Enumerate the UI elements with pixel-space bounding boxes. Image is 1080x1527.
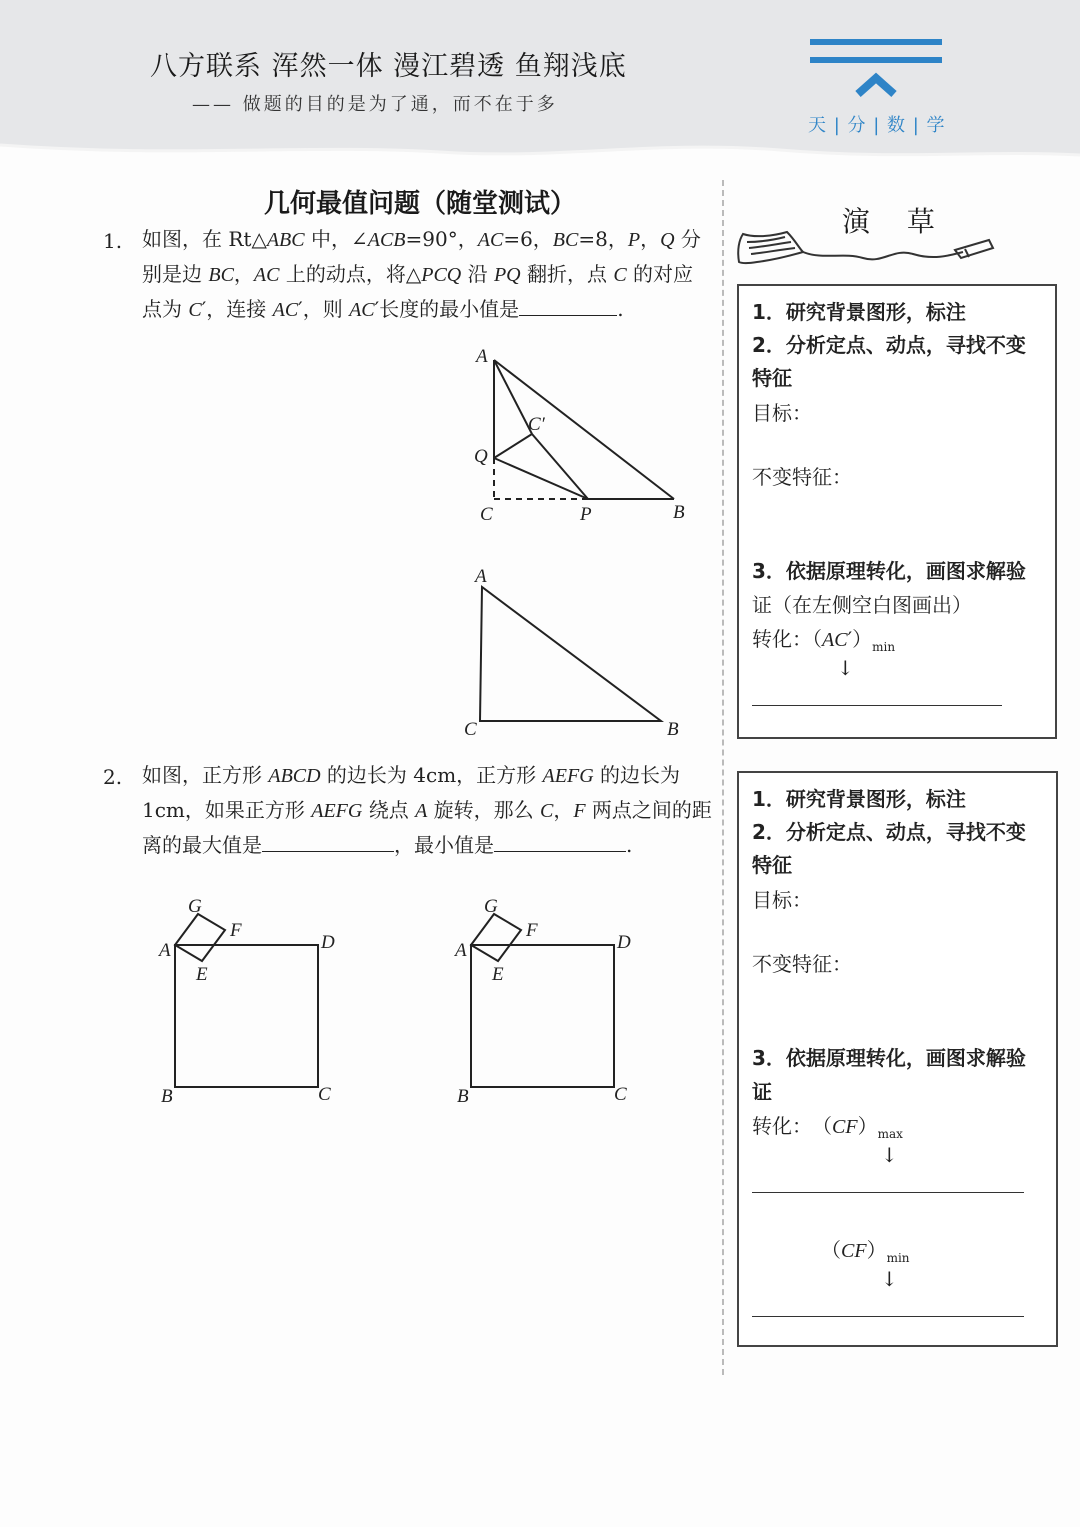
segment-AC-prime: [494, 360, 532, 434]
segment-QP: [494, 458, 588, 499]
scroll-pen-decoration-icon: [733, 222, 998, 270]
label-C: C: [614, 1084, 627, 1105]
label-A: A: [475, 566, 487, 587]
label-F: F: [526, 920, 538, 941]
question-2-figure-1: [150, 890, 350, 1112]
header-slogan: 八方联系 浑然一体 漫江碧透 鱼翔浅底: [150, 51, 627, 82]
question-2-figure-2: [446, 890, 646, 1112]
box2-goal-label: 目标：: [752, 888, 812, 912]
box2-answer-line-min: [752, 1316, 1024, 1317]
label-B: B: [457, 1086, 469, 1107]
down-arrow-icon: ↓: [881, 1267, 898, 1291]
label-E: E: [492, 964, 504, 985]
box1-transform: 转化：$(AC')_{min}$: [752, 627, 896, 654]
logo-text: 天 | 分 | 数 | 学: [808, 115, 946, 136]
label-D: D: [321, 932, 335, 953]
box1-step2b: 特征: [752, 366, 792, 390]
box2-transform-max: 转化： $(CF)_{max}$: [752, 1114, 903, 1141]
segment-QC-prime: [494, 434, 532, 458]
label-D: D: [617, 932, 631, 953]
box2-step1: 1．研究背景图形，标注: [752, 787, 966, 811]
box2-invariant-label: 不变特征：: [752, 952, 852, 976]
label-Q: Q: [474, 446, 488, 467]
box1-transform-label: 转化：: [752, 627, 812, 651]
box2-answer-line-max: [752, 1192, 1024, 1193]
box1-step2a: 2．分析定点、动点，寻找不变: [752, 333, 1026, 357]
label-B: B: [161, 1086, 173, 1107]
down-arrow-icon: ↓: [881, 1143, 898, 1167]
label-A: A: [455, 940, 467, 961]
page-title: 几何最值问题（随堂测试）: [263, 189, 576, 219]
box1-answer-line: [752, 705, 1002, 706]
question-1-figure-1: [460, 340, 700, 530]
column-divider: [722, 180, 724, 1375]
box2-step3a: 3．依据原理转化，画图求解验: [752, 1046, 1026, 1070]
box1-invariant-label: 不变特征：: [752, 465, 852, 489]
label-B: B: [673, 502, 685, 523]
question-2-number: 2.: [103, 765, 123, 789]
label-P: P: [580, 504, 592, 525]
logo-mark-icon: [808, 36, 944, 104]
triangle-ABC: [480, 587, 661, 721]
label-A: A: [476, 346, 488, 367]
label-C-prime: C′: [528, 414, 545, 435]
box1-step1: 1．研究背景图形，标注: [752, 300, 966, 324]
box1-goal-label: 目标：: [752, 401, 812, 425]
question-1-text: 如图，在 Rt△ABC 中，∠ACB=90°，AC=6，BC=8，P，Q 分别是边 BC，AC 上的动点，将△PCQ 沿 PQ 翻折，点 C 的对应点为 C′，连接 AC′，则 AC′长度的最小值是 .: [142, 227, 701, 321]
segment-C-prime-P: [532, 434, 588, 499]
label-C: C: [318, 1084, 331, 1105]
question-1-number: 1.: [103, 229, 123, 253]
label-A: A: [159, 940, 171, 961]
draft-box-1: [737, 284, 1057, 739]
header-motto: —— 做题的目的是为了通，而不在于多: [192, 94, 558, 115]
draft-title: 演 草: [842, 205, 949, 238]
box2-step2b: 特征: [752, 853, 792, 877]
label-C: C: [464, 719, 477, 740]
box1-step3a: 3．依据原理转化，画图求解验: [752, 559, 1026, 583]
label-B: B: [667, 719, 679, 740]
segment-AB: [494, 360, 674, 499]
draft-box-2: [737, 771, 1058, 1347]
square-AEFG: [175, 914, 225, 961]
square-AEFG: [471, 914, 521, 961]
box2-transform-min: $(CF)_{min}$: [821, 1238, 910, 1265]
box2-transform-label: 转化：: [752, 1114, 802, 1138]
box2-step3b: 证: [752, 1080, 772, 1104]
label-F: F: [230, 920, 242, 941]
question-2-text: 如图，正方形 ABCD 的边长为 4cm，正方形 AEFG 的边长为 1cm，如果正方形 AEFG 绕点 A 旋转，那么 C，F 两点之间的距离的最大值是 ，最小值是 .: [142, 763, 712, 857]
box1-step3b: 证（在左侧空白图画出）: [752, 593, 972, 617]
label-G: G: [484, 896, 498, 917]
label-E: E: [196, 964, 208, 985]
down-arrow-icon: ↓: [837, 656, 854, 680]
question-1-figure-2: [455, 565, 695, 745]
box2-step2a: 2．分析定点、动点，寻找不变: [752, 820, 1026, 844]
label-C: C: [480, 504, 493, 525]
label-G: G: [188, 896, 202, 917]
